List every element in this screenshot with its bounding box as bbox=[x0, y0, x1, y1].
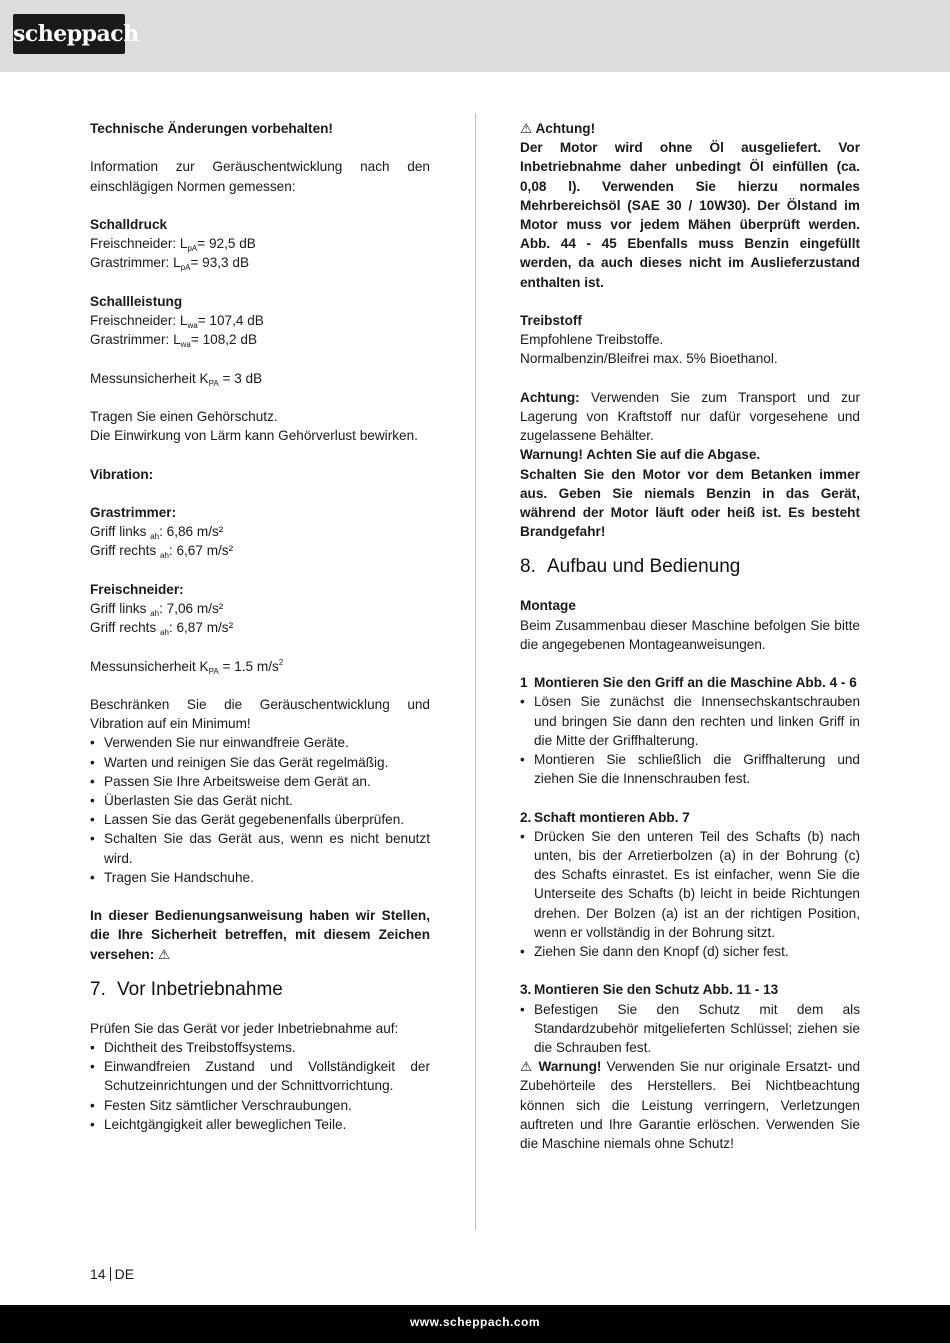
list-item: • Verwenden Sie nur einwandfreie Geräte. bbox=[90, 733, 430, 752]
list-item: • Ziehen Sie dann den Knopf (d) sicher fest. bbox=[520, 942, 860, 961]
step-3-list bbox=[520, 1000, 860, 1058]
column-divider bbox=[475, 113, 476, 1230]
freischneider-heading: Freischneider: bbox=[90, 581, 184, 597]
list-item: • Tragen Sie Handschuhe. bbox=[90, 868, 430, 887]
treibstoff-recommended: Empfohlene Treibstoffe. bbox=[520, 332, 664, 348]
step-2-heading: 2. Schaft montieren Abb. 7 bbox=[520, 809, 690, 825]
list-item: • Befestigen Sie den Schutz mit dem als Standardzubehör mitgelieferten Schlüssel; ziehen sie die Schrauben fest. bbox=[520, 1000, 860, 1058]
vibration-heading: Vibration: bbox=[90, 466, 154, 482]
grastrimmer-heading: Grastrimmer: bbox=[90, 504, 177, 520]
list-item: • Passen Sie Ihre Arbeitsweise dem Gerät an. bbox=[90, 772, 430, 791]
check-list bbox=[90, 1038, 430, 1134]
check-intro: Prüfen Sie das Gerät vor jeder Inbetriebnahme auf: bbox=[90, 1020, 399, 1036]
header-band bbox=[0, 0, 950, 72]
oil-warning-heading: ⚠ Achtung! bbox=[520, 121, 596, 136]
list-item: • Schalten Sie das Gerät aus, wenn es nicht benutzt wird. bbox=[90, 829, 430, 867]
brand-logo: scheppach bbox=[13, 14, 125, 54]
list-item: • Montieren Sie schließlich die Griffhalterung und ziehen Sie die Innenschrauben fest. bbox=[520, 750, 860, 788]
grastrimmer-griff-rechts: Griff rechts $_{ah}$: 6,67 m/s² bbox=[90, 543, 234, 561]
transport-note: Achtung: Verwenden Sie zum Transport und zur Lagerung von Kraftstoff nur dafür vorgesehene und zugelassene Behälter. bbox=[520, 389, 860, 444]
schallleistung-heading: Schallleistung bbox=[90, 293, 183, 309]
treibstoff-spec: Normalbenzin/Bleifrei max. 5% Bioethanol. bbox=[520, 351, 778, 367]
freischneider-griff-rechts: Griff rechts $_{ah}$: 6,87 m/s² bbox=[90, 620, 234, 638]
step-3-heading: 3. Montieren Sie den Schutz Abb. 11 - 13 bbox=[520, 982, 779, 998]
step-2-list bbox=[520, 827, 860, 961]
freischneider-griff-links: Griff links $_{ah}$: 7,06 m/s² bbox=[90, 600, 224, 618]
montage-heading: Montage bbox=[520, 598, 576, 614]
oil-warning-text: Der Motor wird ohne Öl ausgeliefert. Vor Inbetriebnahme daher unbedingt Öl einfüllen (ca. 0,08 l). Verwenden Sie hierzu normales Mehrbereichsöl (SAE 30 / 10W30). Der Ölstand im Motor muss vor jedem Mähen überprüft werden. Abb. 44 - 45 Ebenfalls muss Benzin eingefüllt werden, da auch dieses nicht im Auslieferzustand enthalten ist. bbox=[520, 140, 860, 290]
list-item: • Lösen Sie zunächst die Innensechskantschrauben und bringen Sie dann den rechten und linken Griff in die Mitte der Griffhalterung. bbox=[520, 692, 860, 750]
limit-list bbox=[90, 733, 430, 887]
footer-band bbox=[0, 1305, 950, 1343]
schallleistung-freischneider: Freischneider: $L_{wa}= 107,4$ dB bbox=[90, 312, 264, 330]
schallleistung-grastrimmer: Grastrimmer: $L_{wa}= 108,2$ dB bbox=[90, 332, 258, 350]
right-column bbox=[520, 119, 860, 1153]
section-7-heading: 7. Vor Inbetriebnahme bbox=[90, 978, 283, 1000]
schalldruck-freischneider: Freischneider: $L_{pA}= 92,5$ dB bbox=[90, 236, 256, 254]
list-item: • Lassen Sie das Gerät gegebenenfalls überprüfen. bbox=[90, 810, 430, 829]
list-item: • Festen Sitz sämtlicher Verschraubungen. bbox=[90, 1096, 430, 1115]
limit-intro: Beschränken Sie die Geräuschentwicklung und Vibration auf ein Minimum! bbox=[90, 696, 430, 732]
left-column bbox=[90, 119, 430, 1134]
schalldruck-heading: Schalldruck bbox=[90, 216, 168, 232]
page-number: 14 DE bbox=[90, 1266, 135, 1282]
safety-symbol-note: In dieser Bedienungsanweisung haben wir Stellen, die Ihre Sicherheit betreffen, mit diesem Zeichen versehen: ⚠ bbox=[90, 908, 430, 962]
list-item: • Überlasten Sie das Gerät nicht. bbox=[90, 791, 430, 810]
schalldruck-grastrimmer: Grastrimmer: $L_{pA}= 93,3$ dB bbox=[90, 255, 250, 273]
messunsicherheit-noise: Messunsicherheit $K_{PA} = 3$ dB bbox=[90, 370, 263, 388]
list-item: • Leichtgängigkeit aller beweglichen Teile. bbox=[90, 1115, 430, 1134]
tech-changes-note: Technische Änderungen vorbehalten! bbox=[90, 121, 333, 136]
step-1-list bbox=[520, 692, 860, 788]
messunsicherheit-vibration: Messunsicherheit $K_{PA} = 1.5$ $m/s^2$ bbox=[90, 657, 284, 676]
hearing-protection: Tragen Sie einen Gehörschutz. bbox=[90, 408, 278, 424]
step-1-heading: 1 Montieren Sie den Griff an die Maschine Abb. 4 - 6 bbox=[520, 675, 857, 691]
list-item: • Warten und reinigen Sie das Gerät regelmäßig. bbox=[90, 753, 430, 772]
grastrimmer-griff-links: Griff links $_{ah}$: 6,86 m/s² bbox=[90, 524, 224, 542]
list-item: • Einwandfreien Zustand und Vollständigkeit der Schutzeinrichtungen und der Schnittvorrichtung. bbox=[90, 1057, 430, 1095]
exhaust-warning: Warnung! Achten Sie auf die Abgase. bbox=[520, 447, 761, 463]
list-item: • Dichtheit des Treibstoffsystems. bbox=[90, 1038, 430, 1057]
spare-parts-warning: ⚠ Warnung! Verwenden Sie nur originale Ersatzt- und Zubehörteile des Herstellers. Bei Nichtbeachtung können sich die Leistung verringern, Verletzungen auftreten und Ihre Garantie erlöschen. Verwenden Sie die Maschine niemals ohne Schutz! bbox=[520, 1059, 861, 1152]
noise-hearing-loss: Die Einwirkung von Lärm kann Gehörverlust bewirken. bbox=[90, 428, 418, 444]
treibstoff-heading: Treibstoff bbox=[520, 313, 582, 329]
noise-info: Information zur Geräuschentwicklung nach den einschlägigen Normen gemessen: bbox=[90, 159, 430, 194]
website-link[interactable]: www.scheppach.com bbox=[409, 1315, 541, 1329]
list-item: • Drücken Sie den unteren Teil des Schafts (b) nach unten, bis der Arretierbolzen (a) in der Bohrung (c) des Schafts einrastet. Es ist einfacher, wenn Sie die Unterseite des Schafts (b) leicht in beide Richtungen drehen. Der Bolzen (a) ist an der richtigen Position, wenn er vollständig in der Bohrung sitzt. bbox=[520, 827, 860, 942]
section-8-heading: 8. Aufbau und Bedienung bbox=[520, 556, 741, 578]
refuel-warning: Schalten Sie den Motor vor dem Betanken immer aus. Geben Sie niemals Benzin in das Gerät, während der Motor läuft oder heiß ist. Es besteht Brandgefahr! bbox=[520, 466, 860, 540]
montage-text: Beim Zusammenbau dieser Maschine befolgen Sie bitte die angegebenen Montageanweisungen. bbox=[520, 617, 860, 652]
